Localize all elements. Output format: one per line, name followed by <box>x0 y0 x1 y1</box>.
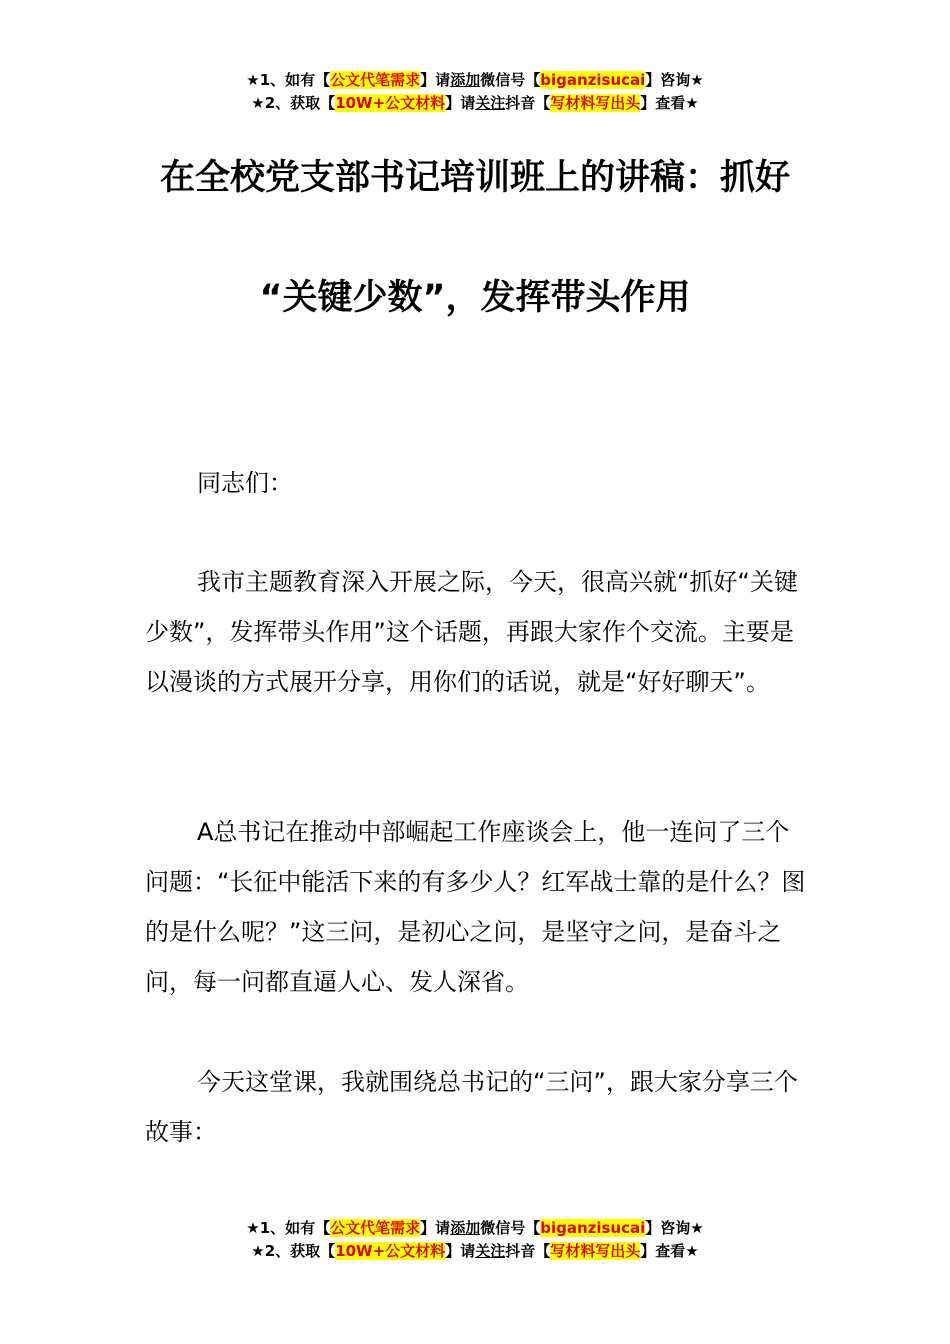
banner-line-2 <box>0 92 950 115</box>
banner-text: 抖音【 <box>505 94 551 112</box>
banner-text: ★1、如有【 <box>246 1219 331 1237</box>
banner-text: 】请 <box>420 71 451 89</box>
body-paragraph <box>145 807 807 1007</box>
banner-text: 】请 <box>445 94 476 112</box>
footer-banner <box>0 1217 950 1263</box>
banner-highlight: biganzisucai <box>540 1219 646 1237</box>
banner-emphasis: 关注 <box>475 94 506 112</box>
banner-text: ★2、获取【 <box>251 1242 336 1260</box>
paragraph-text: A总书记在推动中部崛起工作座谈会上，他一连问了三个问题：“长征中能活下来的有多少人？红军战士靠的是什么？图的是什么呢？”这三问，是初心之问，是坚守之问，是奋斗之问，每一问都直逼人心、发人深省。 <box>145 818 806 996</box>
banner-highlight: 写材料写出头 <box>550 94 641 112</box>
banner-text: 】请 <box>420 1219 451 1237</box>
banner-text: 】请 <box>445 1242 476 1260</box>
banner-highlight: 写材料写出头 <box>550 1242 641 1260</box>
banner-text: 微信号【 <box>480 1219 541 1237</box>
banner-highlight: 10W+公文材料 <box>335 1242 446 1260</box>
banner-text: 】咨询★ <box>645 71 704 89</box>
banner-text: ★1、如有【 <box>246 71 331 89</box>
salutation: 同志们： <box>197 469 293 497</box>
banner-line-1 <box>0 1217 950 1240</box>
paragraph-text: 今天这堂课，我就围绕总书记的“三问”，跟大家分享三个故事： <box>145 1068 798 1146</box>
banner-text: ★2、获取【 <box>251 94 336 112</box>
header-banner <box>0 69 950 115</box>
banner-text: 】查看★ <box>640 94 699 112</box>
banner-highlight: 10W+公文材料 <box>335 94 446 112</box>
banner-highlight: 公文代笔需求 <box>330 1219 421 1237</box>
banner-text: 】咨询★ <box>645 1219 704 1237</box>
paragraph-text: 我市主题教育深入开展之际，今天，很高兴就“抓好“关键少数”，发挥带头作用”这个话题，再跟大家作个交流。主要是以漫谈的方式展开分享，用你们的话说，就是“好好聊天”。 <box>145 568 798 696</box>
banner-line-1 <box>0 69 950 92</box>
document-title-line-2: “关键少数”，发挥带头作用 <box>259 278 691 318</box>
banner-text: 微信号【 <box>480 71 541 89</box>
body-paragraph <box>145 1057 807 1157</box>
banner-text: 抖音【 <box>505 1242 551 1260</box>
banner-text: 】查看★ <box>640 1242 699 1260</box>
banner-line-2 <box>0 1240 950 1263</box>
body-paragraph <box>145 557 807 707</box>
document-title-line-1: 在全校党支部书记培训班上的讲稿：抓好 <box>159 158 790 198</box>
banner-highlight: 公文代笔需求 <box>330 71 421 89</box>
banner-highlight: biganzisucai <box>540 71 646 89</box>
banner-emphasis: 添加 <box>450 71 481 89</box>
banner-emphasis: 添加 <box>450 1219 481 1237</box>
banner-emphasis: 关注 <box>475 1242 506 1260</box>
